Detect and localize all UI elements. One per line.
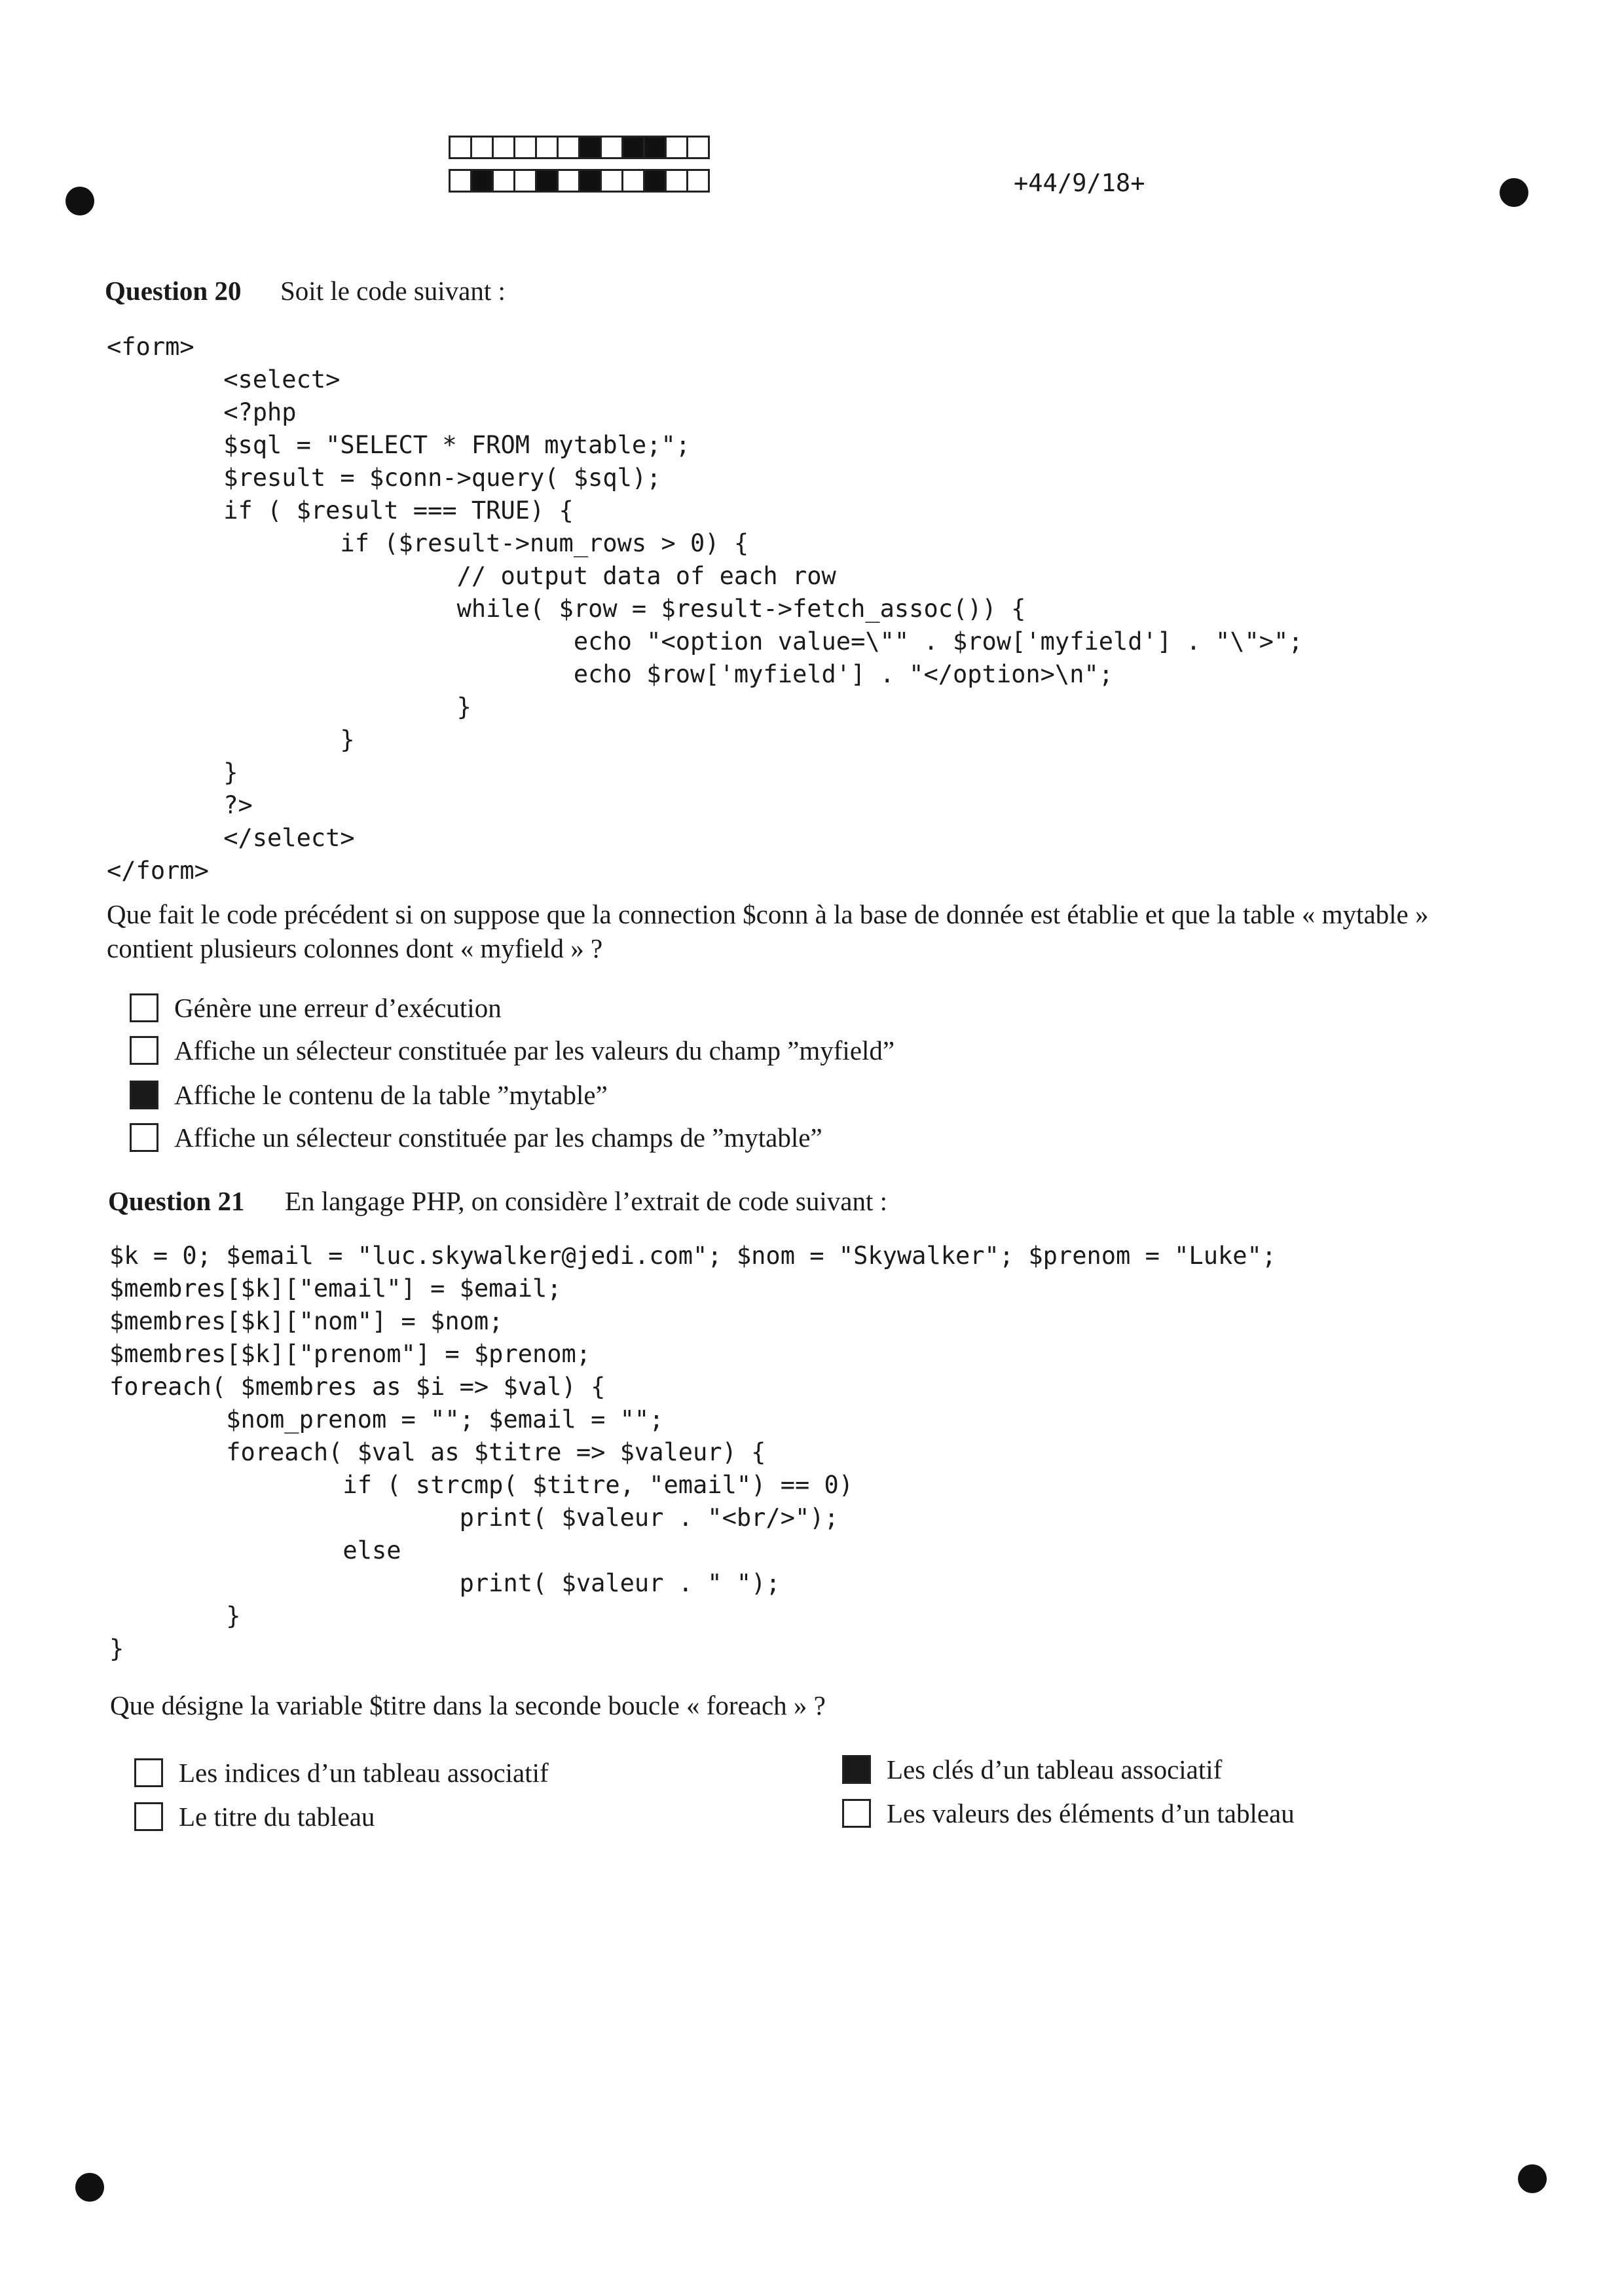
barcode-cell-empty <box>449 169 472 193</box>
barcode-cell-filled <box>643 169 667 193</box>
code-block-q21: $k = 0; $email = "luc.skywalker@jedi.com"; $nom = "Skywalker"; $prenom = "Luke"; $membres[$k]["email"] = $email; $membres[$k]["nom"] = $nom; $membres[$k]["prenom"] = $prenom; foreach( $membres as $i => $val) { $nom_prenom = ""; $email = ""; foreach( $val as $titre => $valeur) { if ( strcmp( $titre, "email") == 0) print( $valeur . "<br/>"); else print( $valeur . " "); } } <box>109 1242 1277 1663</box>
question-20-header <box>105 275 506 306</box>
question-21-header <box>108 1185 887 1217</box>
checkbox[interactable] <box>130 993 158 1022</box>
answer-label: Le titre du tableau <box>179 1802 375 1832</box>
barcode-cell-filled <box>535 169 559 193</box>
barcode-cell-empty <box>600 136 623 159</box>
question-label: Question 20 <box>105 276 242 306</box>
answer-option[interactable] <box>130 1122 822 1153</box>
question-intro: En langage PHP, on considère l’extrait de code suivant : <box>285 1186 887 1216</box>
answer-option[interactable] <box>134 1801 375 1832</box>
barcode-row <box>451 169 710 193</box>
question-text-line: Que fait le code précédent si on suppose que la connection $conn à la base de donnée est établie et que la table « mytable » <box>107 899 1429 929</box>
barcode-cell-empty <box>535 136 559 159</box>
question-21-text: Que désigne la variable $titre dans la seconde boucle « foreach » ? <box>110 1690 826 1720</box>
question-intro: Soit le code suivant : <box>280 276 506 306</box>
page-id: +44/9/18+ <box>1014 169 1145 197</box>
answer-label: Affiche le contenu de la table ”mytable” <box>174 1080 608 1110</box>
registration-mark-top-left <box>65 187 94 215</box>
checkbox-checked[interactable] <box>842 1755 871 1784</box>
barcode-cell-empty <box>686 136 710 159</box>
checkbox[interactable] <box>130 1123 158 1152</box>
barcode-cell-empty <box>492 136 515 159</box>
checkbox[interactable] <box>842 1799 871 1828</box>
checkbox[interactable] <box>134 1758 163 1787</box>
question-20-text <box>107 897 1547 965</box>
answer-option[interactable] <box>130 1035 895 1066</box>
barcode-cell-empty <box>600 169 623 193</box>
barcode-cell-filled <box>578 169 602 193</box>
answer-option[interactable] <box>134 1757 549 1788</box>
answer-label: Affiche un sélecteur constituée par les valeurs du champ ”myfield” <box>174 1035 895 1065</box>
barcode-cell-empty <box>686 169 710 193</box>
barcode-cell-empty <box>492 169 515 193</box>
question-text-line: contient plusieurs colonnes dont « myfield » ? <box>107 933 603 963</box>
barcode-cell-empty <box>621 169 645 193</box>
checkbox-checked[interactable] <box>130 1081 158 1109</box>
registration-mark-bottom-left <box>75 2173 104 2202</box>
barcode-cell-empty <box>557 136 580 159</box>
checkbox[interactable] <box>130 1036 158 1065</box>
barcode-cell-filled <box>643 136 667 159</box>
barcode-cell-empty <box>470 136 494 159</box>
code-block-q20: <form> <select> <?php $sql = "SELECT * FROM mytable;"; $result = $conn->query( $sql); if ( $result === TRUE) { if ($result->num_rows > 0) { // output data of each row while( $row = $result->fetch_assoc()) { echo "<option value=\"" . $row['myfield'] . "\">"; echo $row['myfield'] . "</option>\n"; } } } ?> </select> </form> <box>107 333 1303 885</box>
registration-mark-bottom-right <box>1518 2164 1547 2193</box>
barcode-cell-filled <box>621 136 645 159</box>
barcode-cell-empty <box>665 169 688 193</box>
answer-option[interactable] <box>130 992 502 1024</box>
answer-option[interactable] <box>842 1754 1222 1785</box>
answer-option[interactable] <box>842 1798 1295 1829</box>
answer-label: Les clés d’un tableau associatif <box>887 1754 1223 1785</box>
barcode-cell-filled <box>470 169 494 193</box>
barcode-cell-empty <box>449 136 472 159</box>
answer-option[interactable] <box>130 1079 608 1111</box>
barcode-cell-empty <box>665 136 688 159</box>
barcode-cell-filled <box>578 136 602 159</box>
barcode-cell-empty <box>513 169 537 193</box>
question-label: Question 21 <box>108 1186 245 1216</box>
barcode-cell-empty <box>513 136 537 159</box>
answer-label: Les indices d’un tableau associatif <box>179 1758 549 1788</box>
checkbox[interactable] <box>134 1802 163 1831</box>
answer-label: Affiche un sélecteur constituée par les champs de ”mytable” <box>174 1122 822 1153</box>
answer-label: Les valeurs des éléments d’un tableau <box>887 1798 1295 1828</box>
answer-label: Génère une erreur d’exécution <box>174 993 502 1023</box>
barcode-cell-empty <box>557 169 580 193</box>
barcode-row <box>451 136 710 159</box>
registration-mark-top-right <box>1500 178 1528 207</box>
